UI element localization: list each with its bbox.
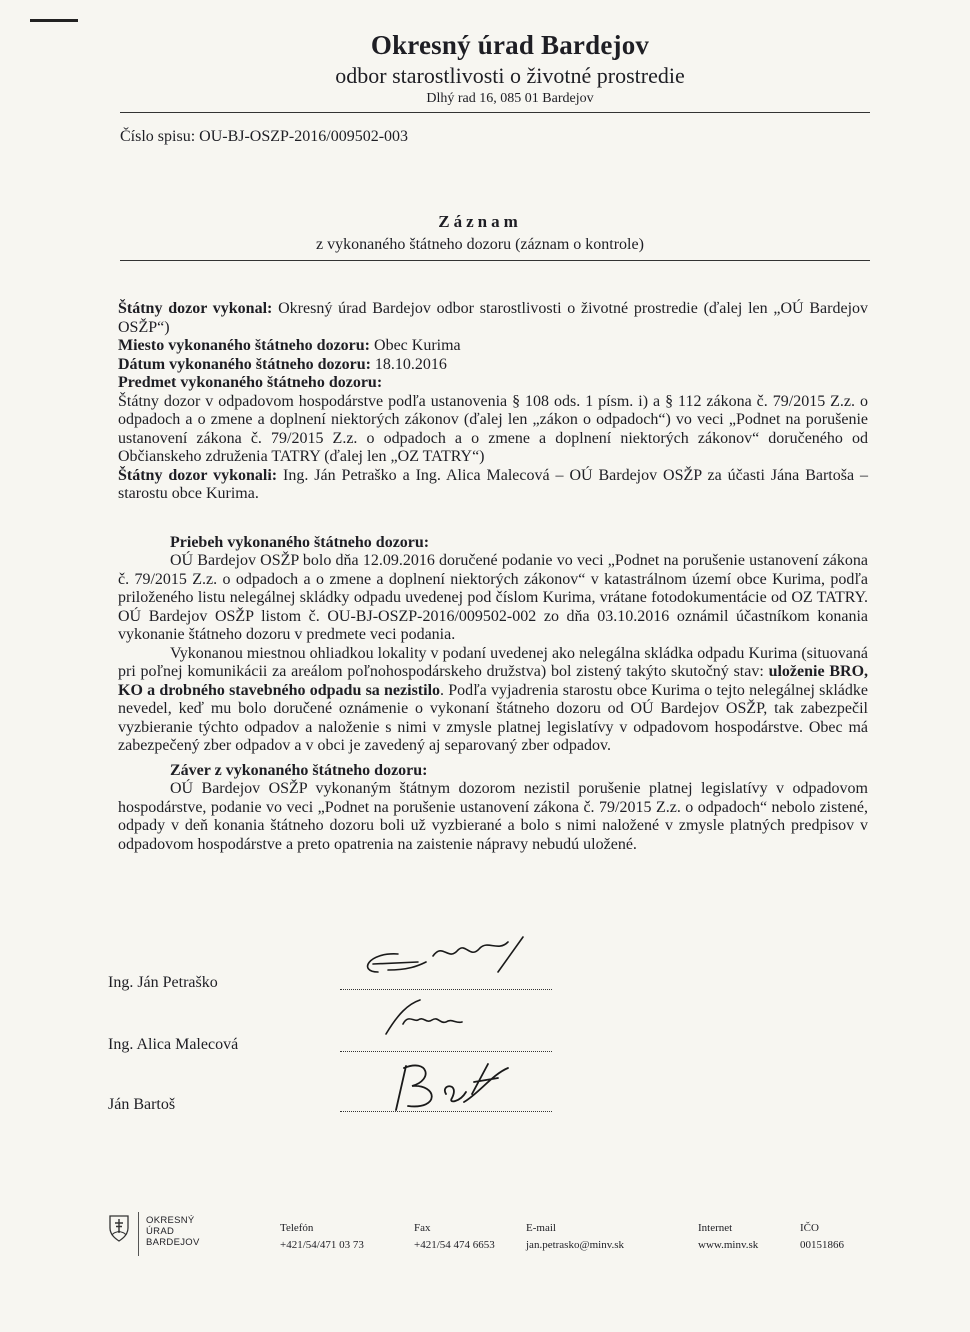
signature-image-bartos [348,1054,548,1118]
footer-phone [280,1220,364,1254]
record-title-block [260,212,700,254]
signature-row-bartos [108,1074,578,1114]
conclusion-heading: Záver z vykonaného štátneho dozoru: [170,761,428,779]
inspectors-label: Štátny dozor vykonali: [118,466,278,484]
performed-by-label: Štátny dozor vykonal: [118,300,273,317]
course-heading-line [118,534,868,553]
footer-fax [414,1220,495,1254]
course-paragraph-1: OÚ Bardejov OSŽP bolo dňa 12.09.2016 doručené podanie vo veci „Podnet na porušenie ustanovení zákona č. 79/2015 Z.z. o odpadoch a o zmene a doplnení niektorých zákonov“ v katastrálnom území obce Kurima, podľa priloženého listu nelegálnej skládky odpadu uvedenej pod číslom Kurima, vrátane fotodokumentácie od OZ TATRY. OÚ Bardejov OSŽP listom č. OU-BJ-OSZP-2016/009502-002 zo dňa 03.10.2016 oznámil účastníkom konania vykonanie štátneho dozoru v predmete veci podania. [118,552,868,643]
subject-label: Predmet vykonaného štátneho dozoru: [118,374,383,391]
internet-label: Internet [698,1222,733,1234]
subject [118,374,868,467]
conclusion-heading-line [118,762,868,781]
performed-by-value: Okresný úrad Bardejov odbor starostlivosti o životné prostredie (ďalej len „OÚ Bardejov OSŽP“) [118,300,869,336]
footer [108,1212,868,1272]
coat-of-arms-icon [108,1214,130,1242]
record-title: Záznam [438,212,522,231]
binder-mark [30,19,78,22]
signer-name: Ján Bartoš [108,1096,176,1113]
letterhead [300,30,720,107]
record-subtitle: z vykonaného štátneho dozoru (záznam o kontrole) [316,236,644,253]
course-paragraph-2-start: Vykonanou miestnou ohliadkou lokality v podaní uvedenej ako nelegálna skládka odpadu Kurima (situovaná pri poľnej komunikácii za areálom poľnohospodárskeho družstva) bol zistený takýto skutočný stav: [118,644,868,680]
signature-image-malecova [348,994,548,1054]
footer-email [526,1220,624,1254]
footer-divider [138,1212,139,1256]
conclusion-text: OÚ Bardejov OSŽP vykonaným štátnym dozorom nezistil porušenie platnej legislatívy v odpadovom hospodárstve, podanie vo veci „Podnet na porušenie ustanovení zákona č. 79/2015 Z.z. o odpadoch“ nebolo zistené, odpady v deň konania štátneho dozoru boli už vyzbierané a bolo s nimi naložené v zmysle platných predpisov v odpadovom hospodárstve a preto opatrenia na zaistenie nápravy nebudú uložené. [118,780,868,853]
email-label: E-mail [526,1222,556,1234]
footer-ico [800,1220,844,1254]
date-label: Dátum vykonaného štátneho dozoru: [118,355,371,373]
date [118,356,868,375]
signer-name: Ing. Alica Malecová [108,1036,239,1053]
inspectors-value: Ing. Ján Petraško a Ing. Alica Malecová – OÚ Bardejov OSŽP za účasti Jána Bartoša – starostu obce Kurima. [118,466,868,502]
course-paragraph-2 [118,645,868,756]
internet-value: www.minv.sk [698,1239,759,1251]
place-value: Obec Kurima [374,337,461,354]
signature-row-malecova [108,1014,578,1054]
course-paragraph-2-end: . Podľa vyjadrenia starostu obce Kurima o tejto nelegálnej skládke nevedel, keď mu bolo doručené oznámenie o vykonaní štátneho dozoru od OÚ Bardejov OSŽP, tak zabezpečil vyzbieranie týchto odpadov a naloženie s nimi v zmysle platnej legislatívy v odpadovom hospodárstve. Obec má zabezpečený zber odpadov a v obci je zavedený aj separovaný zber odpadov. [118,681,868,754]
header-rule [120,112,870,113]
fax-label: Fax [414,1222,431,1234]
office-name: Okresný úrad Bardejov [370,30,650,60]
record-body [118,300,868,854]
phone-label: Telefón [280,1222,314,1234]
ico-value: 00151866 [800,1239,844,1251]
performed-by [118,300,868,337]
footer-org-line: BARDEJOV [146,1237,200,1248]
file-number: Číslo spisu: OU-BJ-OSZP-2016/009502-003 [120,128,409,145]
course-heading: Priebeh vykonaného štátneho dozoru: [170,533,430,551]
fax-value: +421/54 474 6653 [414,1239,495,1251]
footer-org-line: OKRESNÝ [146,1215,195,1226]
course-finding: uloženie BRO, KO a drobného stavebného odpadu sa nezistilo [118,663,869,699]
signer-name: Ing. Ján Petraško [108,974,218,991]
footer-internet [698,1220,758,1254]
place [118,337,868,356]
signature-image-petrasko [348,932,548,992]
ico-label: IČO [800,1222,819,1234]
footer-org-line: ÚRAD [146,1226,175,1237]
date-value: 18.10.2016 [374,355,447,373]
inspectors [118,467,868,504]
spacer [118,504,868,534]
footer-org [146,1215,200,1248]
email-value: jan.petrasko@minv.sk [526,1239,625,1251]
title-rule [120,260,870,261]
office-address: Dlhý rad 16, 085 01 Bardejov [426,91,594,106]
phone-value: +421/54/471 03 73 [280,1239,364,1251]
department-name: odbor starostlivosti o životné prostredie [335,63,685,88]
place-label: Miesto vykonaného štátneho dozoru: [118,337,371,354]
subject-value: Štátny dozor v odpadovom hospodárstve podľa ustanovenia § 108 ods. 1 písm. i) a § 112 zákona č. 79/2015 Z.z. o odpadoch a o zmene a doplnení niektorých zákonov (ďalej len „zákon o odpadoch“) vo veci „Podnet na porušenie ustanovení zákona č. 79/2015 Z.z. o odpadoch a o zmene a doplnení niektorých zákonov“ doručeného od Občianskeho združenia TATRY (ďalej len „OZ TATRY“) [118,392,868,465]
signature-row-petrasko [108,952,578,992]
